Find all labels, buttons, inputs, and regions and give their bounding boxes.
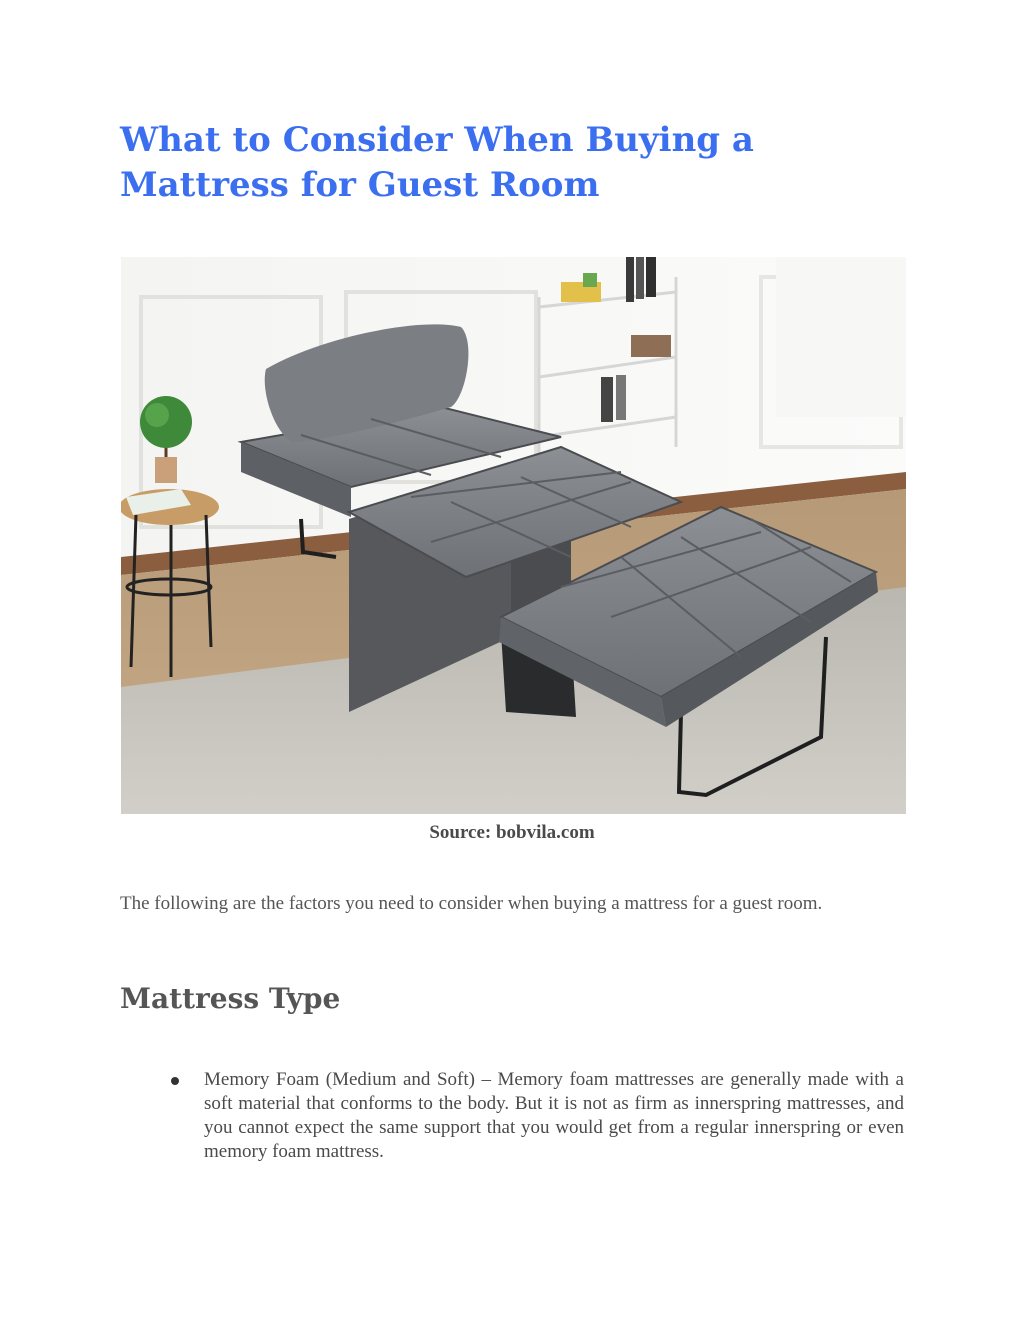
section-heading-mattress-type: Mattress Type — [120, 982, 341, 1015]
list-item-text: Memory Foam (Medium and Soft) – Memory foam mattresses are generally made with a soft material that conforms to the body. But it is not as firm as innerspring mattresses, and you cannot expect the same support that you would get from a regular innerspring or even memory foam mattress. — [204, 1069, 904, 1162]
mattress-type-list — [163, 1068, 904, 1164]
sofa-bed-photo — [121, 257, 906, 814]
figure-caption: Source: bobvila.com — [429, 822, 595, 843]
page-title: What to Consider When Buying a Mattress for Guest Room — [120, 120, 754, 205]
intro-paragraph: The following are the factors you need to consider when buying a mattress for a guest room. — [120, 893, 823, 914]
list-item — [163, 1068, 904, 1164]
bullet-icon — [171, 1077, 179, 1085]
